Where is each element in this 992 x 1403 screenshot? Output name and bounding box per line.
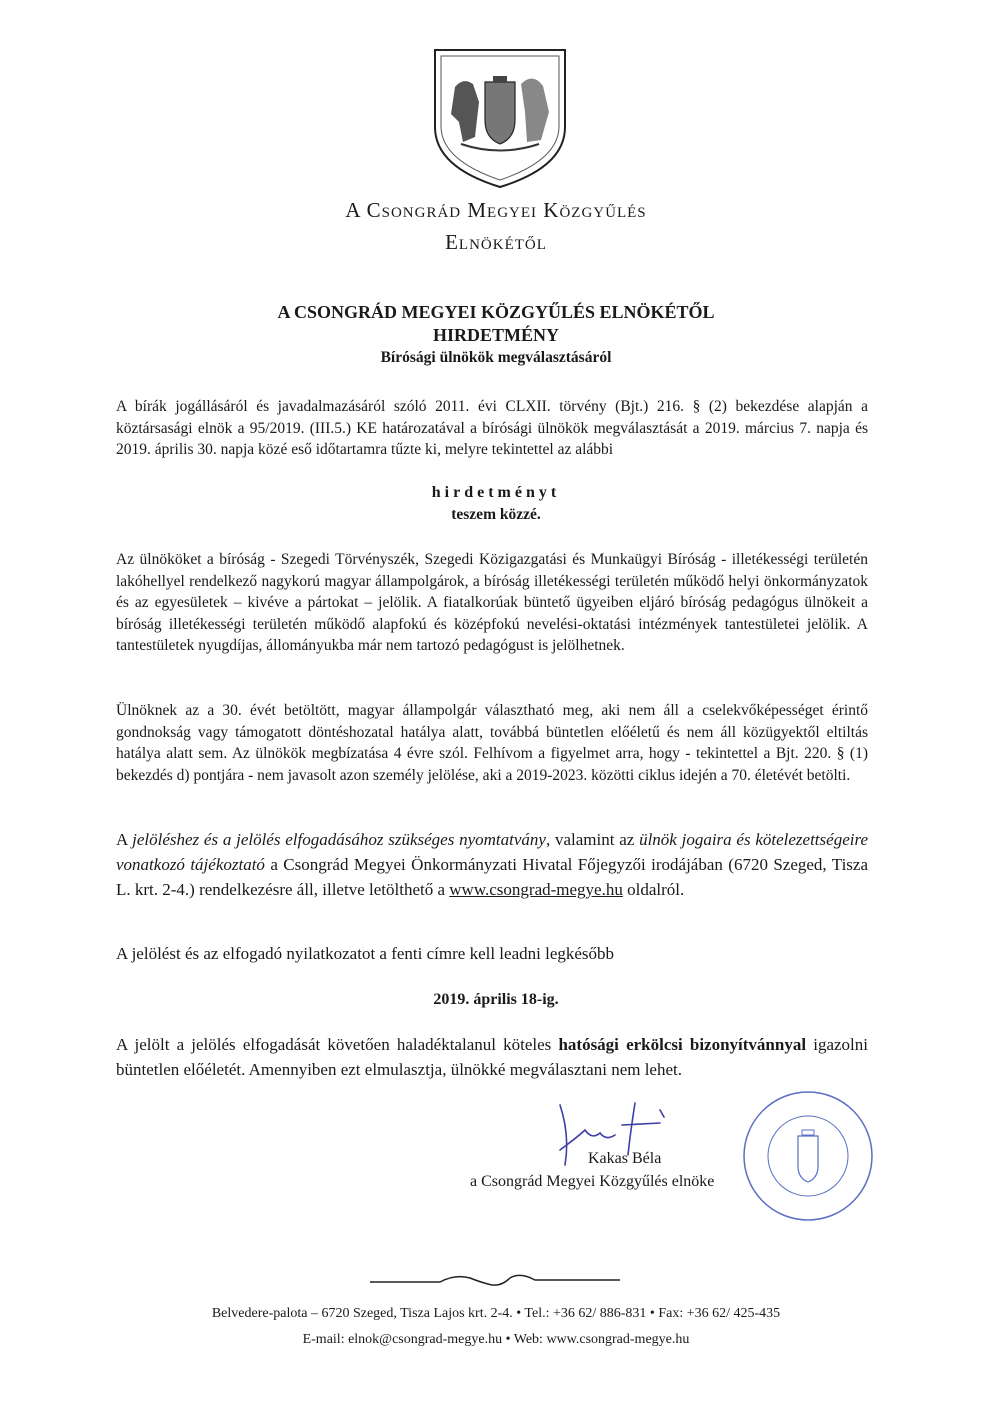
paragraph-nomination: Az ülnököket a bíróság - Szegedi Törvényszék, Szegedi Közigazgatási és Munkaügyi Bíróság - illetékességi területén lakóhellyel rendelkező nagykorú magyar állampolgárok, a bíróság illetékességi területén működő helyi önkormányzatok és az egyesületek – kivéve a pártokat – jelölik. A fiatalkorúak büntető ügyeiben eljáró bíróság pedagógus ülnökeit a bíróság illetékességi területén működő alapfokú és középfokú nevelési-oktatási intézmények tantestületei jelölik. A tantestületek nyugdíjas, állományukba már nem tartozó pedagógust is jelölhetnek. — [116, 551, 868, 654]
forms-italic-2: ülnök jogaira és kötelezettségeire vonatkozó tájékoztató — [116, 830, 868, 874]
org-name-line2: Elnökétől — [445, 230, 547, 254]
decorative-divider — [370, 1268, 620, 1292]
footer-contact: E-mail: elnok@csongrad-megye.hu • Web: www.csongrad-megye.hu — [302, 1332, 690, 1347]
forms-text-4: oldalról. — [622, 880, 685, 899]
website-link[interactable]: www.csongrad-megye.hu — [449, 880, 623, 899]
certificate-text-2: igazolni büntetlen előéletét. Amennyiben ezt elmulasztja, ülnökké megválasztani nem lehet. — [116, 1035, 868, 1079]
signatory-name: Kakas Béla — [588, 1150, 662, 1167]
county-coat-of-arms — [415, 42, 585, 192]
deadline: 2019. április 18-ig. — [433, 991, 559, 1008]
forms-text-1: A — [116, 830, 133, 849]
announce-line: teszem közzé. — [451, 506, 541, 523]
official-stamp — [738, 1086, 878, 1226]
signatory-title: a Csongrád Megyei Közgyűlés elnöke — [470, 1173, 715, 1190]
forms-text-3: a Csongrád Megyei Önkormányzati Hivatal Főjegyzői irodájában (6720 Szeged, Tisza L. krt. 2-4.) rendelkezésre áll, illetve letölthető a — [116, 855, 868, 899]
forms-text-2: , valamint az — [545, 830, 640, 849]
paragraph-submission: A jelölést és az elfogadó nyilatkozatot a fenti címre kell leadni legkésőbb — [116, 944, 615, 963]
paragraph-forms — [116, 827, 868, 902]
footer-address: Belvedere-palota – 6720 Szeged, Tisza Lajos krt. 2-4. • Tel.: +36 62/ 886-831 • Fax: +36 62/ 425-435 — [211, 1306, 781, 1321]
document-subject: Bírósági ülnökök megválasztásáról — [380, 349, 612, 366]
document-type: HIRDETMÉNY — [432, 325, 559, 345]
certificate-text-1: A jelölt a jelölés elfogadását követően haladéktalanul köteles — [116, 1035, 559, 1054]
announce-word: hirdetményt — [431, 484, 561, 501]
org-name-line1: A Csongrád Megyei Közgyűlés — [345, 198, 647, 222]
document-heading: A CSONGRÁD MEGYEI KÖZGYŰLÉS ELNÖKÉTŐL — [277, 302, 715, 322]
intro-paragraph: A bírák jogállásáról és javadalmazásáról szóló 2011. évi CLXII. törvény (Bjt.) 216. § (2) bekezdése alapján a köztársasági elnök a 95/2019. (III.5.) KE határozatával a bírósági ülnökök megválasztását a 2019. március 7. napja és 2019. április 30. napja közé eső időtartamra tűzte ki, melyre tekintettel az alábbi — [116, 398, 868, 458]
paragraph-certificate — [116, 1032, 868, 1082]
paragraph-eligibility: Ülnöknek az a 30. évét betöltött, magyar állampolgár választható meg, aki nem áll a cselekvőképességet érintő gondnokság vagy támogatott döntéshozatal hatálya alatt, továbbá büntetlen előéletű és nem áll közügyektől eltiltás hatálya alatt sem. Az ülnökök megbízatása 4 évre szól. Felhívom a figyelmet arra, hogy - tekintettel a Bjt. 220. § (1) bekezdés d) pontjára - nem javasolt azon személy jelölése, aki a 2019-2023. közötti ciklus idején a 70. életévét betölti. — [116, 702, 868, 784]
forms-italic-1: jelöléshez és a jelölés elfogadásához szükséges nyomtatvány — [132, 830, 546, 849]
certificate-bold: hatósági erkölcsi bizonyítvánnyal — [558, 1035, 807, 1054]
